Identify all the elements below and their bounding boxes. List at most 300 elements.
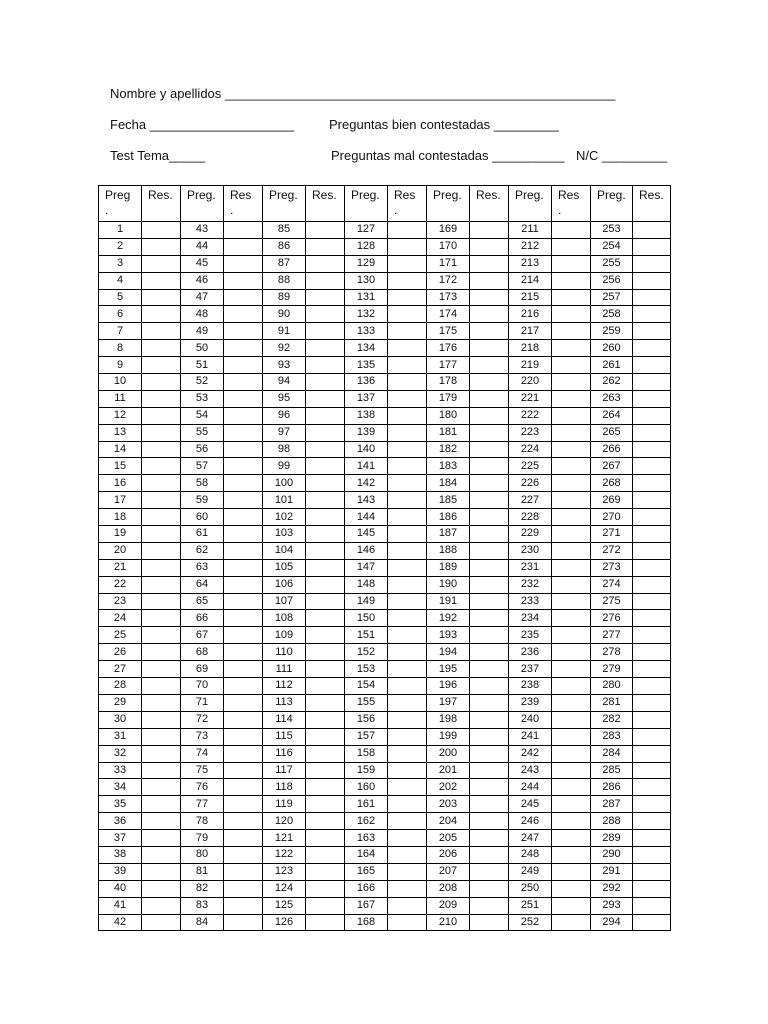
answer-cell[interactable]	[552, 694, 591, 711]
answer-cell[interactable]	[388, 542, 427, 559]
answer-cell[interactable]	[306, 694, 345, 711]
answer-cell[interactable]	[142, 762, 181, 779]
answer-cell[interactable]	[142, 863, 181, 880]
answer-cell[interactable]	[633, 222, 671, 239]
answer-cell[interactable]	[388, 306, 427, 323]
answer-cell[interactable]	[224, 492, 263, 509]
answer-cell[interactable]	[388, 711, 427, 728]
answer-cell[interactable]	[388, 340, 427, 357]
answer-cell[interactable]	[388, 357, 427, 374]
answer-cell[interactable]	[224, 374, 263, 391]
answer-cell[interactable]	[470, 492, 509, 509]
answer-cell[interactable]	[552, 238, 591, 255]
answer-cell[interactable]	[388, 813, 427, 830]
answer-cell[interactable]	[552, 897, 591, 914]
answer-cell[interactable]	[388, 728, 427, 745]
answer-cell[interactable]	[633, 576, 671, 593]
answer-cell[interactable]	[552, 306, 591, 323]
answer-cell[interactable]	[306, 796, 345, 813]
answer-cell[interactable]	[633, 323, 671, 340]
answer-cell[interactable]	[552, 407, 591, 424]
answer-cell[interactable]	[633, 813, 671, 830]
answer-cell[interactable]	[224, 222, 263, 239]
answer-cell[interactable]	[306, 340, 345, 357]
answer-cell[interactable]	[142, 576, 181, 593]
answer-cell[interactable]	[306, 255, 345, 272]
answer-cell[interactable]	[633, 678, 671, 695]
answer-cell[interactable]	[306, 593, 345, 610]
answer-cell[interactable]	[552, 914, 591, 931]
answer-cell[interactable]	[470, 576, 509, 593]
answer-cell[interactable]	[306, 222, 345, 239]
answer-cell[interactable]	[633, 509, 671, 526]
answer-cell[interactable]	[552, 374, 591, 391]
answer-cell[interactable]	[306, 678, 345, 695]
answer-cell[interactable]	[633, 340, 671, 357]
answer-cell[interactable]	[306, 526, 345, 543]
answer-cell[interactable]	[552, 711, 591, 728]
answer-cell[interactable]	[633, 762, 671, 779]
answer-cell[interactable]	[142, 694, 181, 711]
answer-cell[interactable]	[388, 576, 427, 593]
answer-cell[interactable]	[633, 880, 671, 897]
answer-cell[interactable]	[552, 492, 591, 509]
answer-cell[interactable]	[306, 644, 345, 661]
answer-cell[interactable]	[633, 627, 671, 644]
answer-cell[interactable]	[552, 661, 591, 678]
answer-cell[interactable]	[552, 728, 591, 745]
answer-cell[interactable]	[388, 222, 427, 239]
answer-cell[interactable]	[388, 846, 427, 863]
answer-cell[interactable]	[633, 272, 671, 289]
answer-cell[interactable]	[388, 610, 427, 627]
answer-cell[interactable]	[224, 627, 263, 644]
answer-cell[interactable]	[224, 424, 263, 441]
answer-cell[interactable]	[224, 323, 263, 340]
answer-cell[interactable]	[142, 357, 181, 374]
answer-cell[interactable]	[388, 694, 427, 711]
answer-cell[interactable]	[633, 914, 671, 931]
answer-cell[interactable]	[306, 745, 345, 762]
answer-cell[interactable]	[388, 255, 427, 272]
answer-cell[interactable]	[470, 238, 509, 255]
answer-cell[interactable]	[633, 830, 671, 847]
answer-cell[interactable]	[470, 593, 509, 610]
answer-cell[interactable]	[142, 627, 181, 644]
answer-cell[interactable]	[470, 711, 509, 728]
answer-cell[interactable]	[633, 542, 671, 559]
answer-cell[interactable]	[306, 711, 345, 728]
answer-cell[interactable]	[224, 559, 263, 576]
answer-cell[interactable]	[388, 593, 427, 610]
answer-cell[interactable]	[142, 475, 181, 492]
answer-cell[interactable]	[470, 830, 509, 847]
answer-cell[interactable]	[470, 627, 509, 644]
answer-cell[interactable]	[470, 542, 509, 559]
answer-cell[interactable]	[142, 559, 181, 576]
answer-cell[interactable]	[633, 779, 671, 796]
answer-cell[interactable]	[224, 458, 263, 475]
answer-cell[interactable]	[633, 374, 671, 391]
answer-cell[interactable]	[633, 711, 671, 728]
answer-cell[interactable]	[388, 424, 427, 441]
answer-cell[interactable]	[470, 374, 509, 391]
answer-cell[interactable]	[224, 728, 263, 745]
answer-cell[interactable]	[470, 340, 509, 357]
answer-cell[interactable]	[306, 458, 345, 475]
answer-cell[interactable]	[552, 678, 591, 695]
answer-cell[interactable]	[552, 272, 591, 289]
answer-cell[interactable]	[224, 694, 263, 711]
answer-cell[interactable]	[142, 390, 181, 407]
answer-cell[interactable]	[224, 357, 263, 374]
answer-cell[interactable]	[224, 880, 263, 897]
answer-cell[interactable]	[470, 441, 509, 458]
answer-cell[interactable]	[633, 255, 671, 272]
answer-cell[interactable]	[142, 914, 181, 931]
answer-cell[interactable]	[306, 610, 345, 627]
answer-cell[interactable]	[142, 509, 181, 526]
answer-cell[interactable]	[142, 458, 181, 475]
question-number-cell: 273	[591, 559, 633, 576]
answer-cell[interactable]	[306, 576, 345, 593]
answer-cell[interactable]	[388, 559, 427, 576]
answer-cell[interactable]	[552, 576, 591, 593]
answer-cell[interactable]	[142, 272, 181, 289]
answer-cell[interactable]	[470, 762, 509, 779]
answer-cell[interactable]	[552, 627, 591, 644]
answer-cell[interactable]	[470, 863, 509, 880]
answer-cell[interactable]	[224, 306, 263, 323]
answer-cell[interactable]	[142, 289, 181, 306]
answer-cell[interactable]	[306, 661, 345, 678]
answer-cell[interactable]	[470, 559, 509, 576]
answer-cell[interactable]	[142, 526, 181, 543]
answer-cell[interactable]	[306, 627, 345, 644]
answer-cell[interactable]	[306, 390, 345, 407]
answer-cell[interactable]	[388, 762, 427, 779]
answer-cell[interactable]	[388, 830, 427, 847]
answer-cell[interactable]	[306, 813, 345, 830]
answer-cell[interactable]	[470, 526, 509, 543]
answer-cell[interactable]	[142, 340, 181, 357]
answer-cell[interactable]	[142, 678, 181, 695]
answer-cell[interactable]	[306, 306, 345, 323]
answer-cell[interactable]	[633, 644, 671, 661]
answer-cell[interactable]	[470, 475, 509, 492]
answer-cell[interactable]	[633, 745, 671, 762]
answer-cell[interactable]	[388, 678, 427, 695]
answer-cell[interactable]	[633, 238, 671, 255]
answer-cell[interactable]	[388, 475, 427, 492]
answer-cell[interactable]	[306, 559, 345, 576]
answer-cell[interactable]	[552, 644, 591, 661]
answer-cell[interactable]	[388, 323, 427, 340]
answer-cell[interactable]	[633, 458, 671, 475]
answer-cell[interactable]	[470, 813, 509, 830]
answer-cell[interactable]	[142, 424, 181, 441]
answer-cell[interactable]	[224, 340, 263, 357]
answer-cell[interactable]	[142, 323, 181, 340]
answer-cell[interactable]	[388, 492, 427, 509]
answer-cell[interactable]	[306, 863, 345, 880]
answer-cell[interactable]	[224, 272, 263, 289]
answer-cell[interactable]	[388, 289, 427, 306]
answer-cell[interactable]	[470, 222, 509, 239]
answer-cell[interactable]	[552, 289, 591, 306]
answer-cell[interactable]	[470, 678, 509, 695]
answer-cell[interactable]	[470, 694, 509, 711]
answer-cell[interactable]	[142, 880, 181, 897]
answer-cell[interactable]	[633, 610, 671, 627]
answer-cell[interactable]	[552, 796, 591, 813]
answer-cell[interactable]	[224, 863, 263, 880]
answer-cell[interactable]	[552, 542, 591, 559]
answer-cell[interactable]	[306, 441, 345, 458]
answer-cell[interactable]	[633, 407, 671, 424]
answer-cell[interactable]	[470, 323, 509, 340]
answer-cell[interactable]	[388, 458, 427, 475]
answer-cell[interactable]	[633, 863, 671, 880]
answer-cell[interactable]	[306, 880, 345, 897]
answer-cell[interactable]	[142, 306, 181, 323]
answer-cell[interactable]	[633, 475, 671, 492]
answer-cell[interactable]	[470, 914, 509, 931]
answer-cell[interactable]	[552, 526, 591, 543]
answer-cell[interactable]	[142, 222, 181, 239]
answer-cell[interactable]	[142, 407, 181, 424]
answer-cell[interactable]	[224, 509, 263, 526]
answer-cell[interactable]	[142, 661, 181, 678]
answer-cell[interactable]	[388, 526, 427, 543]
answer-cell[interactable]	[224, 644, 263, 661]
answer-cell[interactable]	[306, 475, 345, 492]
answer-cell[interactable]	[470, 661, 509, 678]
answer-cell[interactable]	[470, 458, 509, 475]
answer-cell[interactable]	[224, 846, 263, 863]
answer-cell[interactable]	[142, 255, 181, 272]
answer-cell[interactable]	[388, 863, 427, 880]
answer-cell[interactable]	[633, 796, 671, 813]
answer-cell[interactable]	[142, 238, 181, 255]
answer-cell[interactable]	[470, 897, 509, 914]
answer-cell[interactable]	[142, 711, 181, 728]
answer-cell[interactable]	[224, 475, 263, 492]
answer-cell[interactable]	[142, 796, 181, 813]
answer-cell[interactable]	[552, 390, 591, 407]
answer-cell[interactable]	[552, 255, 591, 272]
answer-cell[interactable]	[552, 340, 591, 357]
answer-cell[interactable]	[470, 880, 509, 897]
answer-cell[interactable]	[633, 289, 671, 306]
answer-cell[interactable]	[552, 762, 591, 779]
answer-cell[interactable]	[142, 593, 181, 610]
answer-cell[interactable]	[306, 830, 345, 847]
answer-cell[interactable]	[470, 779, 509, 796]
answer-cell[interactable]	[142, 813, 181, 830]
answer-cell[interactable]	[142, 374, 181, 391]
answer-cell[interactable]	[306, 323, 345, 340]
wrong-answers-line: Preguntas mal contestadas __________	[331, 148, 565, 163]
answer-cell[interactable]	[552, 745, 591, 762]
answer-cell[interactable]	[470, 255, 509, 272]
answer-cell[interactable]	[306, 914, 345, 931]
answer-cell[interactable]	[388, 272, 427, 289]
answer-cell[interactable]	[552, 424, 591, 441]
answer-cell[interactable]	[306, 424, 345, 441]
answer-cell[interactable]	[224, 255, 263, 272]
answer-cell[interactable]	[552, 880, 591, 897]
answer-cell[interactable]	[306, 407, 345, 424]
answer-cell[interactable]	[388, 441, 427, 458]
answer-cell[interactable]	[224, 897, 263, 914]
answer-cell[interactable]	[224, 711, 263, 728]
answer-cell[interactable]	[142, 492, 181, 509]
answer-cell[interactable]	[388, 897, 427, 914]
answer-cell[interactable]	[388, 661, 427, 678]
answer-cell[interactable]	[224, 593, 263, 610]
answer-cell[interactable]	[633, 441, 671, 458]
answer-cell[interactable]	[470, 390, 509, 407]
answer-cell[interactable]	[633, 306, 671, 323]
answer-cell[interactable]	[224, 745, 263, 762]
answer-cell[interactable]	[142, 830, 181, 847]
answer-cell[interactable]	[470, 407, 509, 424]
answer-cell[interactable]	[552, 863, 591, 880]
answer-cell[interactable]	[470, 357, 509, 374]
answer-cell[interactable]	[388, 509, 427, 526]
answer-cell[interactable]	[388, 407, 427, 424]
answer-cell[interactable]	[306, 374, 345, 391]
answer-cell[interactable]	[224, 542, 263, 559]
answer-cell[interactable]	[224, 779, 263, 796]
answer-cell[interactable]	[552, 458, 591, 475]
answer-cell[interactable]	[470, 509, 509, 526]
answer-cell[interactable]	[633, 559, 671, 576]
answer-cell[interactable]	[470, 796, 509, 813]
answer-cell[interactable]	[552, 846, 591, 863]
answer-cell[interactable]	[306, 509, 345, 526]
answer-cell[interactable]	[633, 694, 671, 711]
answer-cell[interactable]	[224, 289, 263, 306]
answer-cell[interactable]	[552, 830, 591, 847]
answer-cell[interactable]	[388, 745, 427, 762]
answer-cell[interactable]	[142, 610, 181, 627]
answer-cell[interactable]	[224, 678, 263, 695]
answer-cell[interactable]	[552, 610, 591, 627]
answer-cell[interactable]	[224, 914, 263, 931]
answer-cell[interactable]	[306, 846, 345, 863]
answer-cell[interactable]	[552, 813, 591, 830]
answer-cell[interactable]	[552, 593, 591, 610]
answer-cell[interactable]	[470, 644, 509, 661]
answer-cell[interactable]	[552, 475, 591, 492]
answer-cell[interactable]	[470, 728, 509, 745]
answer-cell[interactable]	[224, 796, 263, 813]
answer-cell[interactable]	[224, 526, 263, 543]
answer-cell[interactable]	[388, 374, 427, 391]
answer-cell[interactable]	[470, 272, 509, 289]
answer-cell[interactable]	[306, 762, 345, 779]
answer-cell[interactable]	[388, 914, 427, 931]
answer-cell[interactable]	[142, 846, 181, 863]
question-number-cell: 45	[181, 255, 224, 272]
answer-cell[interactable]	[224, 576, 263, 593]
answer-cell[interactable]	[552, 357, 591, 374]
question-number-cell: 248	[509, 846, 552, 863]
answer-cell[interactable]	[552, 222, 591, 239]
answer-cell[interactable]	[142, 745, 181, 762]
answer-cell[interactable]	[142, 644, 181, 661]
answer-cell[interactable]	[306, 542, 345, 559]
answer-cell[interactable]	[306, 289, 345, 306]
answer-cell[interactable]	[142, 542, 181, 559]
answer-cell[interactable]	[470, 289, 509, 306]
answer-cell[interactable]	[224, 238, 263, 255]
answer-cell[interactable]	[633, 390, 671, 407]
answer-cell[interactable]	[388, 880, 427, 897]
answer-cell[interactable]	[306, 357, 345, 374]
answer-cell[interactable]	[552, 323, 591, 340]
answer-cell[interactable]	[306, 492, 345, 509]
answer-cell[interactable]	[470, 610, 509, 627]
answer-cell[interactable]	[633, 661, 671, 678]
answer-cell[interactable]	[470, 846, 509, 863]
answer-cell[interactable]	[552, 559, 591, 576]
answer-cell[interactable]	[306, 779, 345, 796]
answer-cell[interactable]	[552, 779, 591, 796]
answer-cell[interactable]	[633, 846, 671, 863]
answer-cell[interactable]	[633, 424, 671, 441]
answer-cell[interactable]	[306, 728, 345, 745]
answer-cell[interactable]	[388, 390, 427, 407]
answer-cell[interactable]	[388, 796, 427, 813]
question-number-cell: 182	[427, 441, 470, 458]
answer-cell[interactable]	[224, 610, 263, 627]
answer-cell[interactable]	[306, 897, 345, 914]
answer-cell[interactable]	[142, 779, 181, 796]
answer-cell[interactable]	[306, 238, 345, 255]
answer-cell[interactable]	[552, 441, 591, 458]
answer-cell[interactable]	[142, 441, 181, 458]
answer-cell[interactable]	[142, 897, 181, 914]
answer-cell[interactable]	[470, 745, 509, 762]
answer-cell[interactable]	[470, 306, 509, 323]
answer-cell[interactable]	[224, 661, 263, 678]
answer-cell[interactable]	[633, 728, 671, 745]
answer-cell[interactable]	[388, 779, 427, 796]
answer-cell[interactable]	[142, 728, 181, 745]
answer-cell[interactable]	[388, 627, 427, 644]
answer-cell[interactable]	[633, 492, 671, 509]
answer-cell[interactable]	[224, 762, 263, 779]
answer-cell[interactable]	[470, 424, 509, 441]
answer-cell[interactable]	[224, 407, 263, 424]
answer-cell[interactable]	[633, 357, 671, 374]
answer-cell[interactable]	[224, 813, 263, 830]
answer-cell[interactable]	[633, 897, 671, 914]
question-number-cell: 103	[263, 526, 306, 543]
answer-cell[interactable]	[633, 593, 671, 610]
answer-cell[interactable]	[224, 441, 263, 458]
answer-cell[interactable]	[388, 644, 427, 661]
answer-cell[interactable]	[224, 390, 263, 407]
answer-cell[interactable]	[388, 238, 427, 255]
answer-cell[interactable]	[224, 830, 263, 847]
answer-cell[interactable]	[552, 509, 591, 526]
answer-cell[interactable]	[633, 526, 671, 543]
answer-cell[interactable]	[306, 272, 345, 289]
